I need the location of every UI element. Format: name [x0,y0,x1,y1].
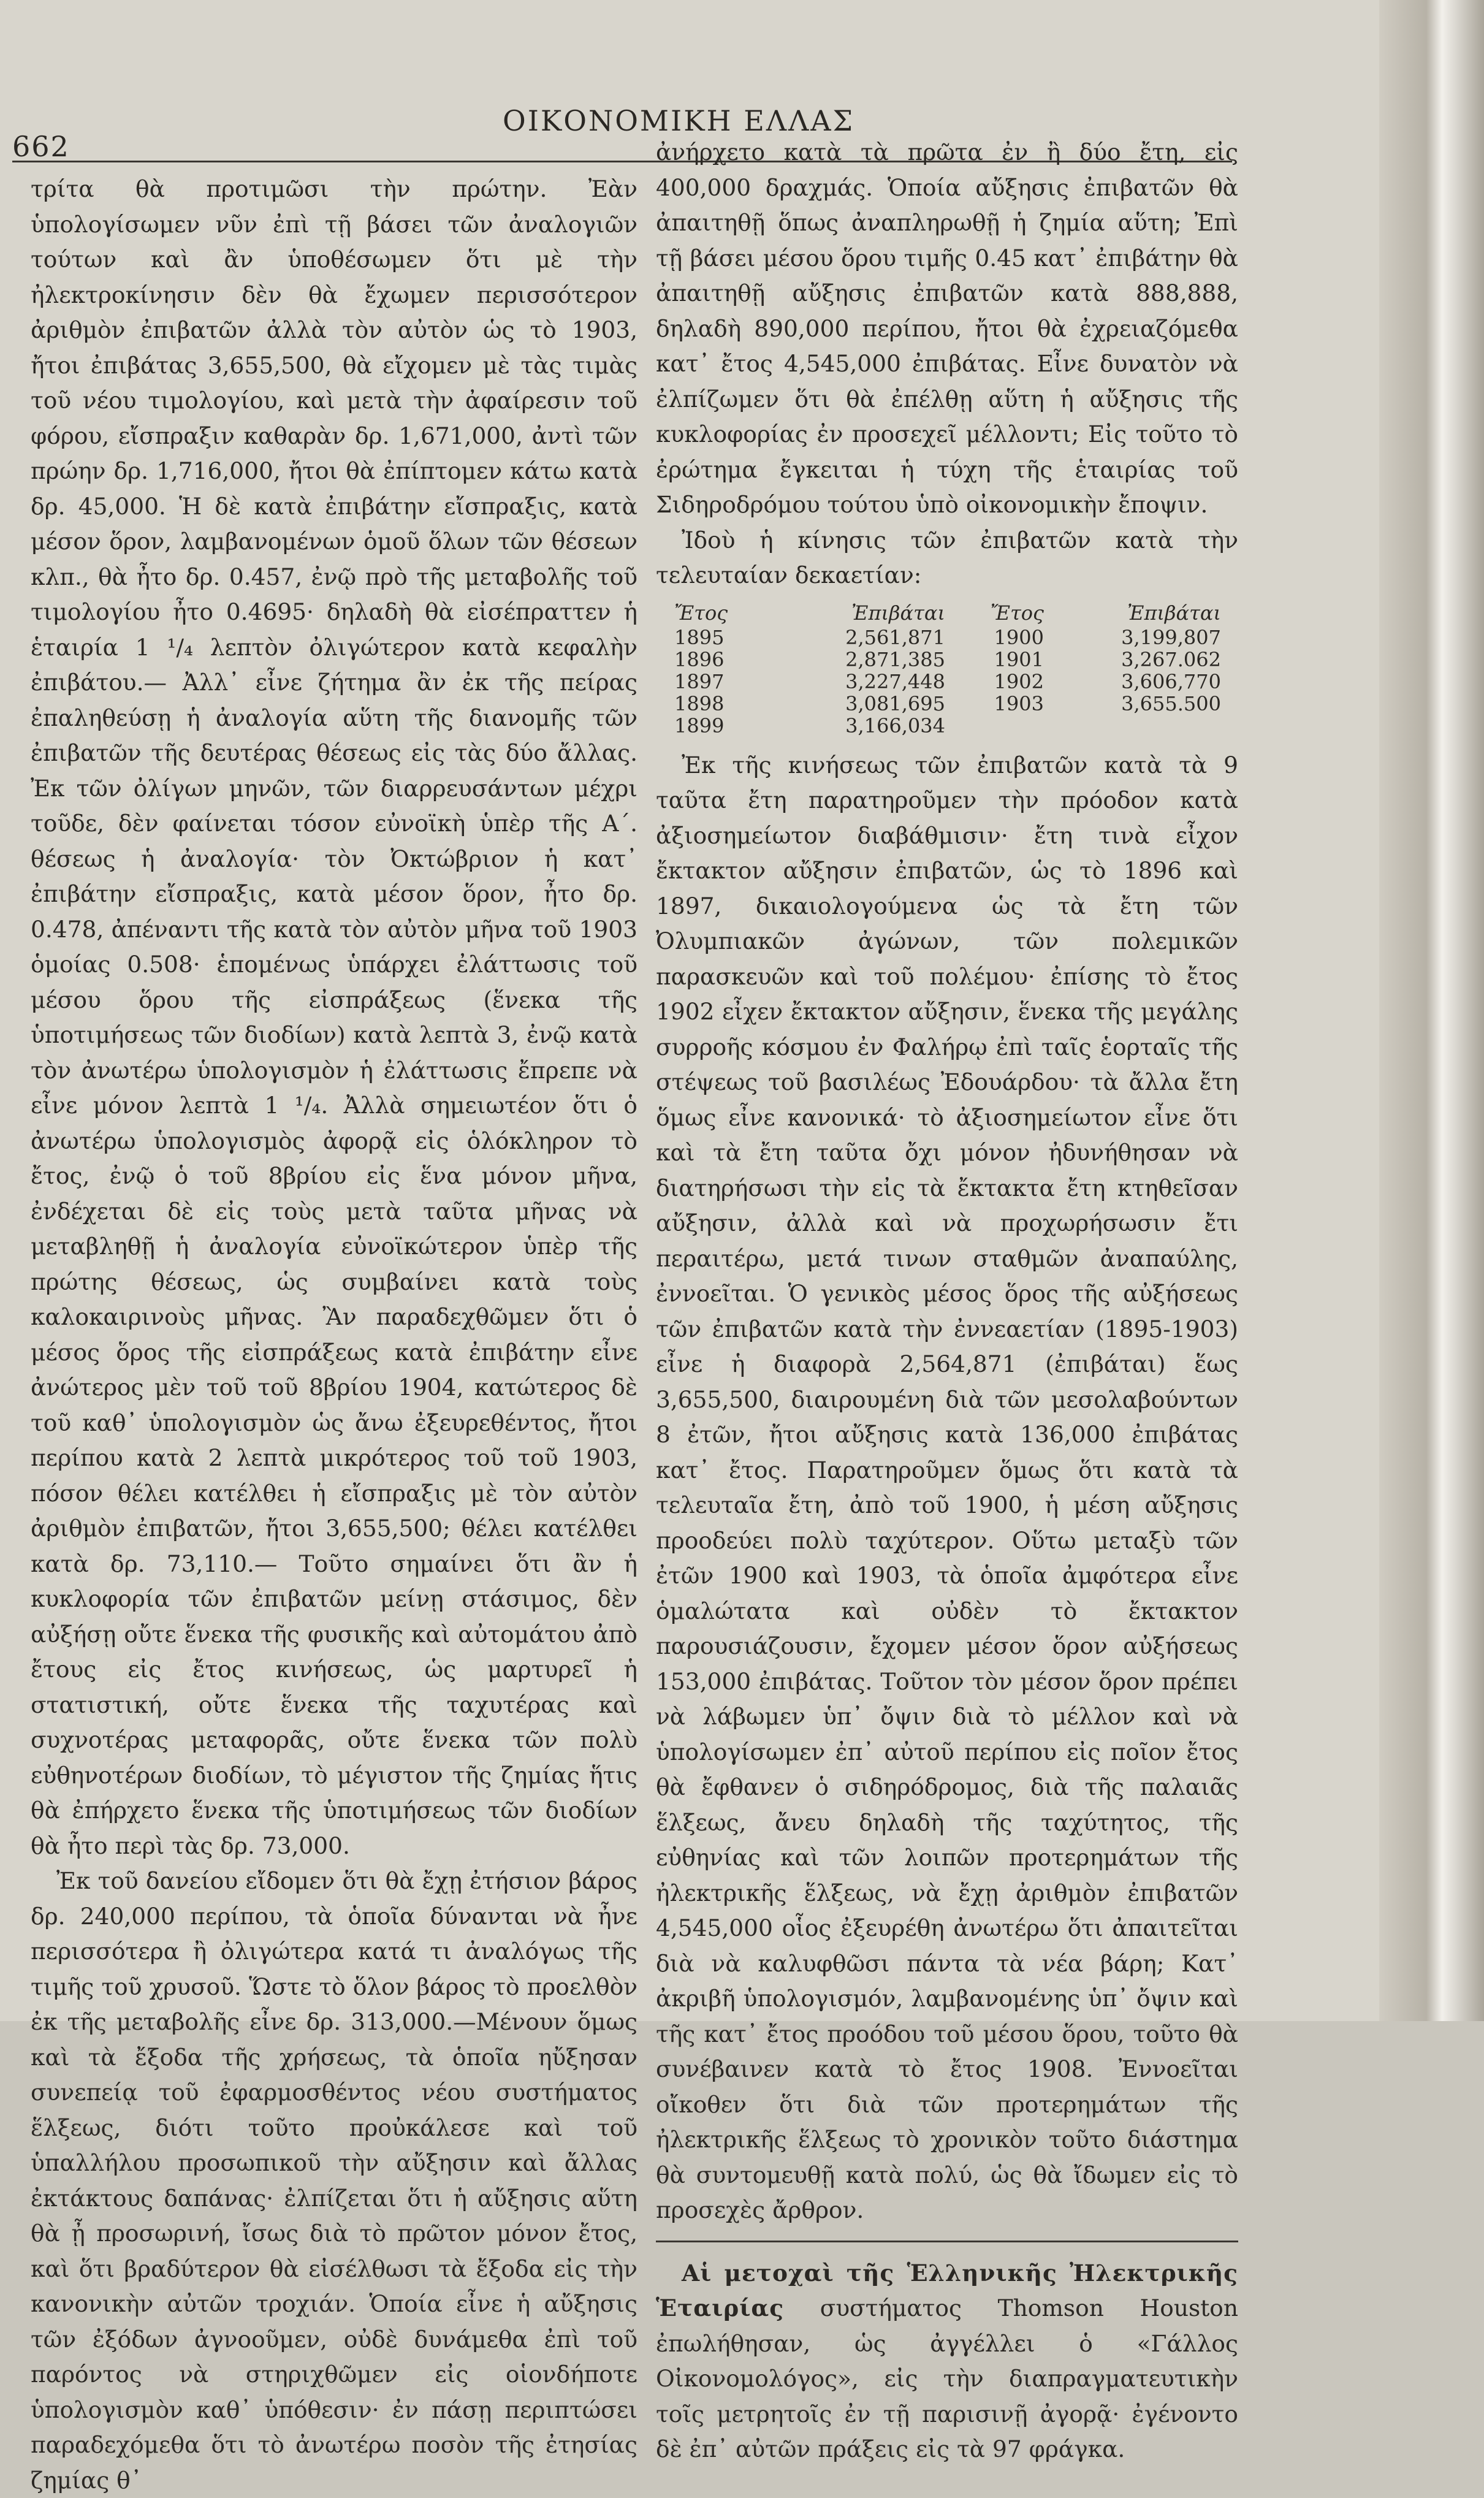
table-cell: 1896 [674,647,725,671]
table-cell: 1897 [674,669,725,693]
paragraph-left-1: τρίτα θὰ προτιμῶσι τὴν πρώτην. Ἐὰν ὑπολογίσωμεν νῦν ἐπὶ τῇ βάσει τῶν ἀναλογιῶν τούτων καὶ ἂν ὑποθέσωμεν ὅτι μὲ τὴν ἠλεκτροκίνησιν δὲν θὰ ἔχωμεν περισσότερον ἀριθμὸν ἐπιβατῶν ἀλλὰ τὸν αὐτὸν ὡς τὸ 1903, ἤτοι ἐπιβάτας 3,655,500, θὰ εἴχομεν μὲ τὰς τιμὰς τοῦ νέου τιμολογίου, καὶ μετὰ τὴν ἀφαίρεσιν τοῦ φόρου, εἴσπραξιν καθαρὰν δρ. 1,671,000, ἀντὶ τῶν πρώην δρ. 1,716,000, ἤτοι θὰ ἐπίπτομεν κάτω κατὰ δρ. 45,000. Ἡ δὲ κατὰ ἐπιβάτην εἴσπραξις, κατὰ μέσον ὅρον, λαμβανομένων ὁμοῦ ὅλων τῶν θέσεων κλπ., θὰ ἦτο δρ. 0.457, ἐνῷ πρὸ τῆς μεταβολῆς τοῦ τιμολογίου ἦτο 0.4695· δηλαδὴ θὰ εἰσέπραττεν ἡ ἑταιρία 1 ¹/₄ λεπτὸν ὀλιγώτερον κατὰ κεφαλὴν ἐπιβάτου.— Ἀλλ᾽ εἶνε ζήτημα ἂν ἐκ τῆς πείρας ἐπαληθεύσῃ ἡ ἀναλογία αὕτη τῆς διανομῆς τῶν ἐπιβατῶν τῆς δευτέρας θέσεως εἰς τὰς δύο ἄλλας. Ἐκ τῶν ὀλίγων μηνῶν, τῶν διαρρευσάντων μέχρι τοῦδε, δὲν φαίνεται τόσον εὐνοϊκὴ ὑπὲρ τῆς Α΄. θέσεως ἡ ἀναλογία· τὸν Ὀκτώβριον ἡ κατ᾽ ἐπιβάτην εἴσπραξις, κατὰ μέσον ὅρον, ἦτο δρ. 0.478, ἀπέναντι τῆς κατὰ τὸν αὐτὸν μῆνα τοῦ 1903 ὁμοίας 0.508· ἑπομένως ὑπάρχει ἐλάττωσις τοῦ μέσου ὅρου τῆς εἰσπράξεως (ἕνεκα τῆς ὑποτιμήσεως τῶν διοδίων) κατὰ λεπτὰ 3, ἐνῷ κατὰ τὸν ἀνωτέρω ὑπολογισμὸν ἡ ἐλάττωσις ἔπρεπε νὰ εἶνε μόνον λεπτὰ 1 ¹/₄. Ἀλλὰ σημειωτέον ὅτι ὁ ἀνωτέρω ὑπολογισμὸς ἀφορᾷ εἰς ὁλόκληρον τὸ ἔτος, ἐνῷ ὁ τοῦ 8βρίου εἰς ἕνα μόνον μῆνα, ἐνδέχεται δὲ εἰς τοὺς μετὰ ταῦτα μῆνας νὰ μεταβληθῇ ἡ ἀναλογία εὐνοϊκώτερον ὑπὲρ τῆς πρώτης θέσεως, ὡς συμβαίνει κατὰ τοὺς καλοκαιρινοὺς μῆνας. Ἂν παραδεχθῶμεν ὅτι ὁ μέσος ὅρος τῆς εἰσπράξεως κατὰ ἐπιβάτην εἶνε ἀνώτερος μὲν τοῦ τοῦ 8βρίου 1904, κατώτερος δὲ τοῦ καθ᾽ ὑπολογισμὸν ὡς ἄνω ἐξευρεθέντος, ἤτοι περίπου κατὰ 2 λεπτὰ μικρότερος τοῦ τοῦ 1903, πόσον θέλει κατέλθει ἡ εἴσπραξις μὲ τὸν αὐτὸν ἀριθμὸν ἐπιβατῶν, ἤτοι 3,655,500; θέλει κατέλθει κατὰ δρ. 73,110.— Τοῦτο σημαίνει ὅτι ἂν ἡ κυκλοφορία τῶν ἐπιβατῶν μείνῃ στάσιμος, δὲν αὐξήσῃ οὔτε ἕνεκα τῆς φυσικῆς καὶ αὐτομάτου ἀπὸ ἔτους εἰς ἔτος κινήσεως, ὡς μαρτυρεῖ ἡ στατιστική, οὔτε ἕνεκα τῆς ταχυτέρας καὶ συχνοτέρας μεταφορᾶς, οὔτε ἕνεκα τῶν πολὺ εὐθηνοτέρων διοδίων, τὸ μέγιστον τῆς ζημίας ἥτις θὰ ἐπήρχετο ἕνεκα τῆς ὑποτιμήσεως τῶν διοδίων θὰ ἦτο περὶ τὰς δρ. 73,000. [31,175,637,1859]
table-cell: 1895 [674,625,725,649]
table-cell: 1898 [674,691,725,715]
news-item [656,2241,1238,2467]
table-intro: Ἰδοὺ ἡ κίνησις τῶν ἐπιβατῶν κατὰ τὴν τελευταίαν δεκαετίαν: [656,526,1238,588]
table-cell: 3,081,695 [845,691,945,715]
paragraph-left-2: Ἐκ τοῦ δανείου εἴδομεν ὅτι θὰ ἔχῃ ἐτήσιον βάρος δρ. 240,000 περίπου, τὰ ὁποῖα δύνανται νὰ ἦνε περισσότερα ἢ ὀλιγώτερα κατά τι ἀναλόγως τῆς τιμῆς τοῦ χρυσοῦ. Ὥστε τὸ ὅλον βάρος τὸ προελθὸν ἐκ τῆς μεταβολῆς εἶνε δρ. 313,000.—Μένουν ὅμως καὶ τὰ ἔξοδα τῆς χρήσεως, τὰ ὁποῖα ηὔξησαν συνεπείᾳ τοῦ ἐφαρμοσθέντος νέου συστήματος ἕλξεως, διότι τοῦτο προὐκάλεσε καὶ τοῦ ὑπαλλήλου προσωπικοῦ τὴν αὔξησιν καὶ ἄλλας ἐκτάκτους δαπάνας· ἐλπίζεται ὅτι ἡ αὔξησις αὕτη θὰ ᾖ προσωρινή, ἴσως διὰ τὸ πρῶτον μόνον ἔτος, καὶ ὅτι βραδύτερον θὰ εἰσέλθωσι τὰ ἔξοδα εἰς τὴν κανονικὴν αὐτῶν τροχιάν. Ὁποία εἶνε ἡ αὔξησις τῶν ἐξόδων ἀγνοοῦμεν, οὐδὲ δυνάμεθα ἐπὶ τοῦ παρόντος νὰ στηριχθῶμεν εἰς οἱονδήποτε ὑπολογισμὸν καθ᾽ ὑπόθεσιν· ἐν πάσῃ περιπτώσει παραδεχόμεθα ὅτι τὸ ἀνωτέρω ποσὸν τῆς ἐτησίας ζημίας θ᾽ [31,1867,637,2494]
table-cell: 2,561,871 [845,625,945,649]
table-header-year: Ἔτος [990,601,1044,625]
paragraph-right-1: ἀνήρχετο κατὰ τὰ πρῶτα ἐν ἢ δύο ἔτη, εἰς 400,000 δραχμάς. Ὁποία αὔξησις ἐπιβατῶν θὰ ἀπαιτηθῇ ὅπως ἀναπληρωθῇ ἡ ζημία αὕτη; Ἐπὶ τῇ βάσει μέσου ὅρου τιμῆς 0.45 κατ᾽ ἐπιβάτην θὰ ἀπαιτηθῇ αὔξησις ἐπιβατῶν κατὰ 888,888, δηλαδὴ 890,000 περίπου, ἤτοι θὰ ἐχρειαζόμεθα κατ᾽ ἔτος 4,545,000 ἐπιβάτας. Εἶνε δυνατὸν νὰ ἐλπίζωμεν ὅτι θὰ ἐπέλθῃ αὕτη ἡ αὔξησις τῆς κυκλοφορίας ἐν προσεχεῖ μέλλοντι; Εἰς τοῦτο τὸ ἐρώτημα ἔγκειται ἡ τύχη τῆς ἑταιρίας τοῦ Σιδηροδρόμου τούτου ὑπὸ οἰκονομικὴν ἔποψιν. [656,139,1238,518]
news-body: συστήματος Thomson Houston ἐπωλήθησαν, ὡς ἀγγέλλει ὁ «Γάλλος Οἰκονομολόγος», εἰς τὴν διαπραγματευτικὴν τοῖς μετρητοῖς ἐν τῇ παρισινῇ ἀγορᾷ· ἐγένοντο δὲ ἐπ᾽ αὐτῶν πράξεις εἰς τὰ 97 φράγκα. [656,2294,1239,2462]
right-column [656,135,1238,2467]
table-cell: 3,227,448 [845,669,945,693]
passenger-table [674,602,1226,737]
table-header-row [674,602,1226,626]
table-cell: 3,655.500 [1121,691,1221,715]
table-row [674,671,1226,693]
table-cell: 3,267.062 [1121,647,1221,671]
table-row [674,715,1226,737]
table-row [674,649,1226,671]
table-cell: 1900 [994,625,1044,649]
table-header-passengers: Ἐπιβάται [1127,601,1221,625]
table-row [674,693,1226,715]
page-number: 662 [12,130,70,163]
table-header-year: Ἔτος [674,601,728,625]
page-spine-shadow [1379,0,1484,2021]
running-title: ΟΙΚΟΝΟΜΙΚΗ ΕΛΛΑΣ [503,104,855,137]
table-cell: 3,199,807 [1121,625,1221,649]
table-cell: 1902 [994,669,1044,693]
table-cell: 1899 [674,714,725,737]
table-cell [1049,715,1226,737]
table-cell: 1903 [994,691,1044,715]
table-cell: 3,166,034 [845,714,945,737]
news-title: Αἱ μετοχαὶ τῆς Ἑλληνικῆς Ἠλεκτρικῆς Ἑταιρίας [656,2259,1238,2321]
left-column [31,172,637,2498]
table-header-passengers: Ἐπιβάται [851,601,945,625]
table-cell: 2,871,385 [845,647,945,671]
table-cell: 1901 [994,647,1044,671]
table-cell [950,715,1049,737]
table-cell: 3,606,770 [1121,669,1221,693]
paragraph-right-2: Ἐκ τῆς κινήσεως τῶν ἐπιβατῶν κατὰ τὰ 9 ταῦτα ἔτη παρατηροῦμεν τὴν πρόοδον κατὰ ἀξιοσημείωτον διαβάθμισιν· ἔτη τινὰ εἶχον ἔκτακτον αὔξησιν ἐπιβατῶν, ὡς τὸ 1896 καὶ 1897, δικαιολογούμενα ὡς τὰ ἔτη τῶν Ὀλυμπιακῶν ἀγώνων, τῶν πολεμικῶν παρασκευῶν καὶ τοῦ πολέμου· ἐπίσης τὸ ἔτος 1902 εἶχεν ἔκτακτον αὔξησιν, ἕνεκα τῆς μεγάλης συρροῆς κόσμου ἐν Φαλήρῳ ἐπὶ ταῖς ἑορταῖς τῆς στέψεως τοῦ βασιλέως Ἐδουάρδου· τὰ ἄλλα ἔτη ὅμως εἶνε κανονικά· τὸ ἀξιοσημείωτον εἶνε ὅτι καὶ τὰ ἔτη ταῦτα ὄχι μόνον ἠδυνήθησαν νὰ διατηρήσωσι τὴν εἰς τὰ ἔκτακτα ἔτη κτηθεῖσαν αὔξησιν, ἀλλὰ καὶ νὰ προχωρήσωσιν ἔτι περαιτέρω, μετά τινων σταθμῶν ἀναπαύλης, ἐννοεῖται. Ὁ γενικὸς μέσος ὅρος τῆς αὐξήσεως τῶν ἐπιβατῶν κατὰ τὴν ἐννεαετίαν (1895-1903) εἶνε ἡ διαφορὰ 2,564,871 (ἐπιβάται) ἕως 3,655,500, διαιρουμένη διὰ τῶν μεσολαβούντων 8 ἐτῶν, ἤτοι αὔξησις κατὰ 136,000 ἐπιβάτας κατ᾽ ἔτος. Παρατηροῦμεν ὅμως ὅτι κατὰ τὰ τελευταῖα ἔτη, ἀπὸ τοῦ 1900, ἡ μέση αὔξησις προοδεύει πολὺ ταχύτερον. Οὕτω μεταξὺ τῶν ἐτῶν 1900 καὶ 1903, τὰ ὁποῖα ἀμφότερα εἶνε ὁμαλώτατα καὶ οὐδὲν τὸ ἔκτακτον παρουσιάζουσιν, ἔχομεν μέσον ὅρον αὐξήσεως 153,000 ἐπιβάτας. Τοῦτον τὸν μέσον ὅρον πρέπει νὰ λάβωμεν ὑπ᾽ ὄψιν διὰ τὸ μέλλον καὶ νὰ ὑπολογίσωμεν ἐπ᾽ αὐτοῦ περίπου εἰς ποῖον ἔτος θὰ ἔφθανεν ὁ σιδηρόδρομος, διὰ τῆς παλαιᾶς ἕλξεως, ἄνευ δηλαδὴ τῆς ταχύτητος, τῆς εὐθηνίας καὶ τῶν λοιπῶν προτερημάτων τῆς ἠλεκτρικῆς ἕλξεως, νὰ ἔχῃ ἀριθμὸν ἐπιβατῶν 4,545,000 οἷος ἐξευρέθη ἀνωτέρω ὅτι ἀπαιτεῖται διὰ νὰ καλυφθῶσι πάντα τὰ νέα βάρη; Κατ᾽ ἀκριβῆ ὑπολογισμόν, λαμβανομένης ὑπ᾽ ὄψιν καὶ τῆς κατ᾽ ἔτος προόδου τοῦ μέσου ὅρου, τοῦτο θὰ συνέβαινεν κατὰ τὸ ἔτος 1908. Ἐννοεῖται οἴκοθεν ὅτι διὰ τῶν προτερημάτων τῆς ἠλεκτρικῆς ἕλξεως τὸ χρονικὸν τοῦτο διάστημα θὰ συντομευθῇ κατὰ πολύ, ὡς θὰ ἴδωμεν εἰς τὸ προσεχὲς ἄρθρον. [656,751,1238,2223]
table-row [674,626,1226,649]
